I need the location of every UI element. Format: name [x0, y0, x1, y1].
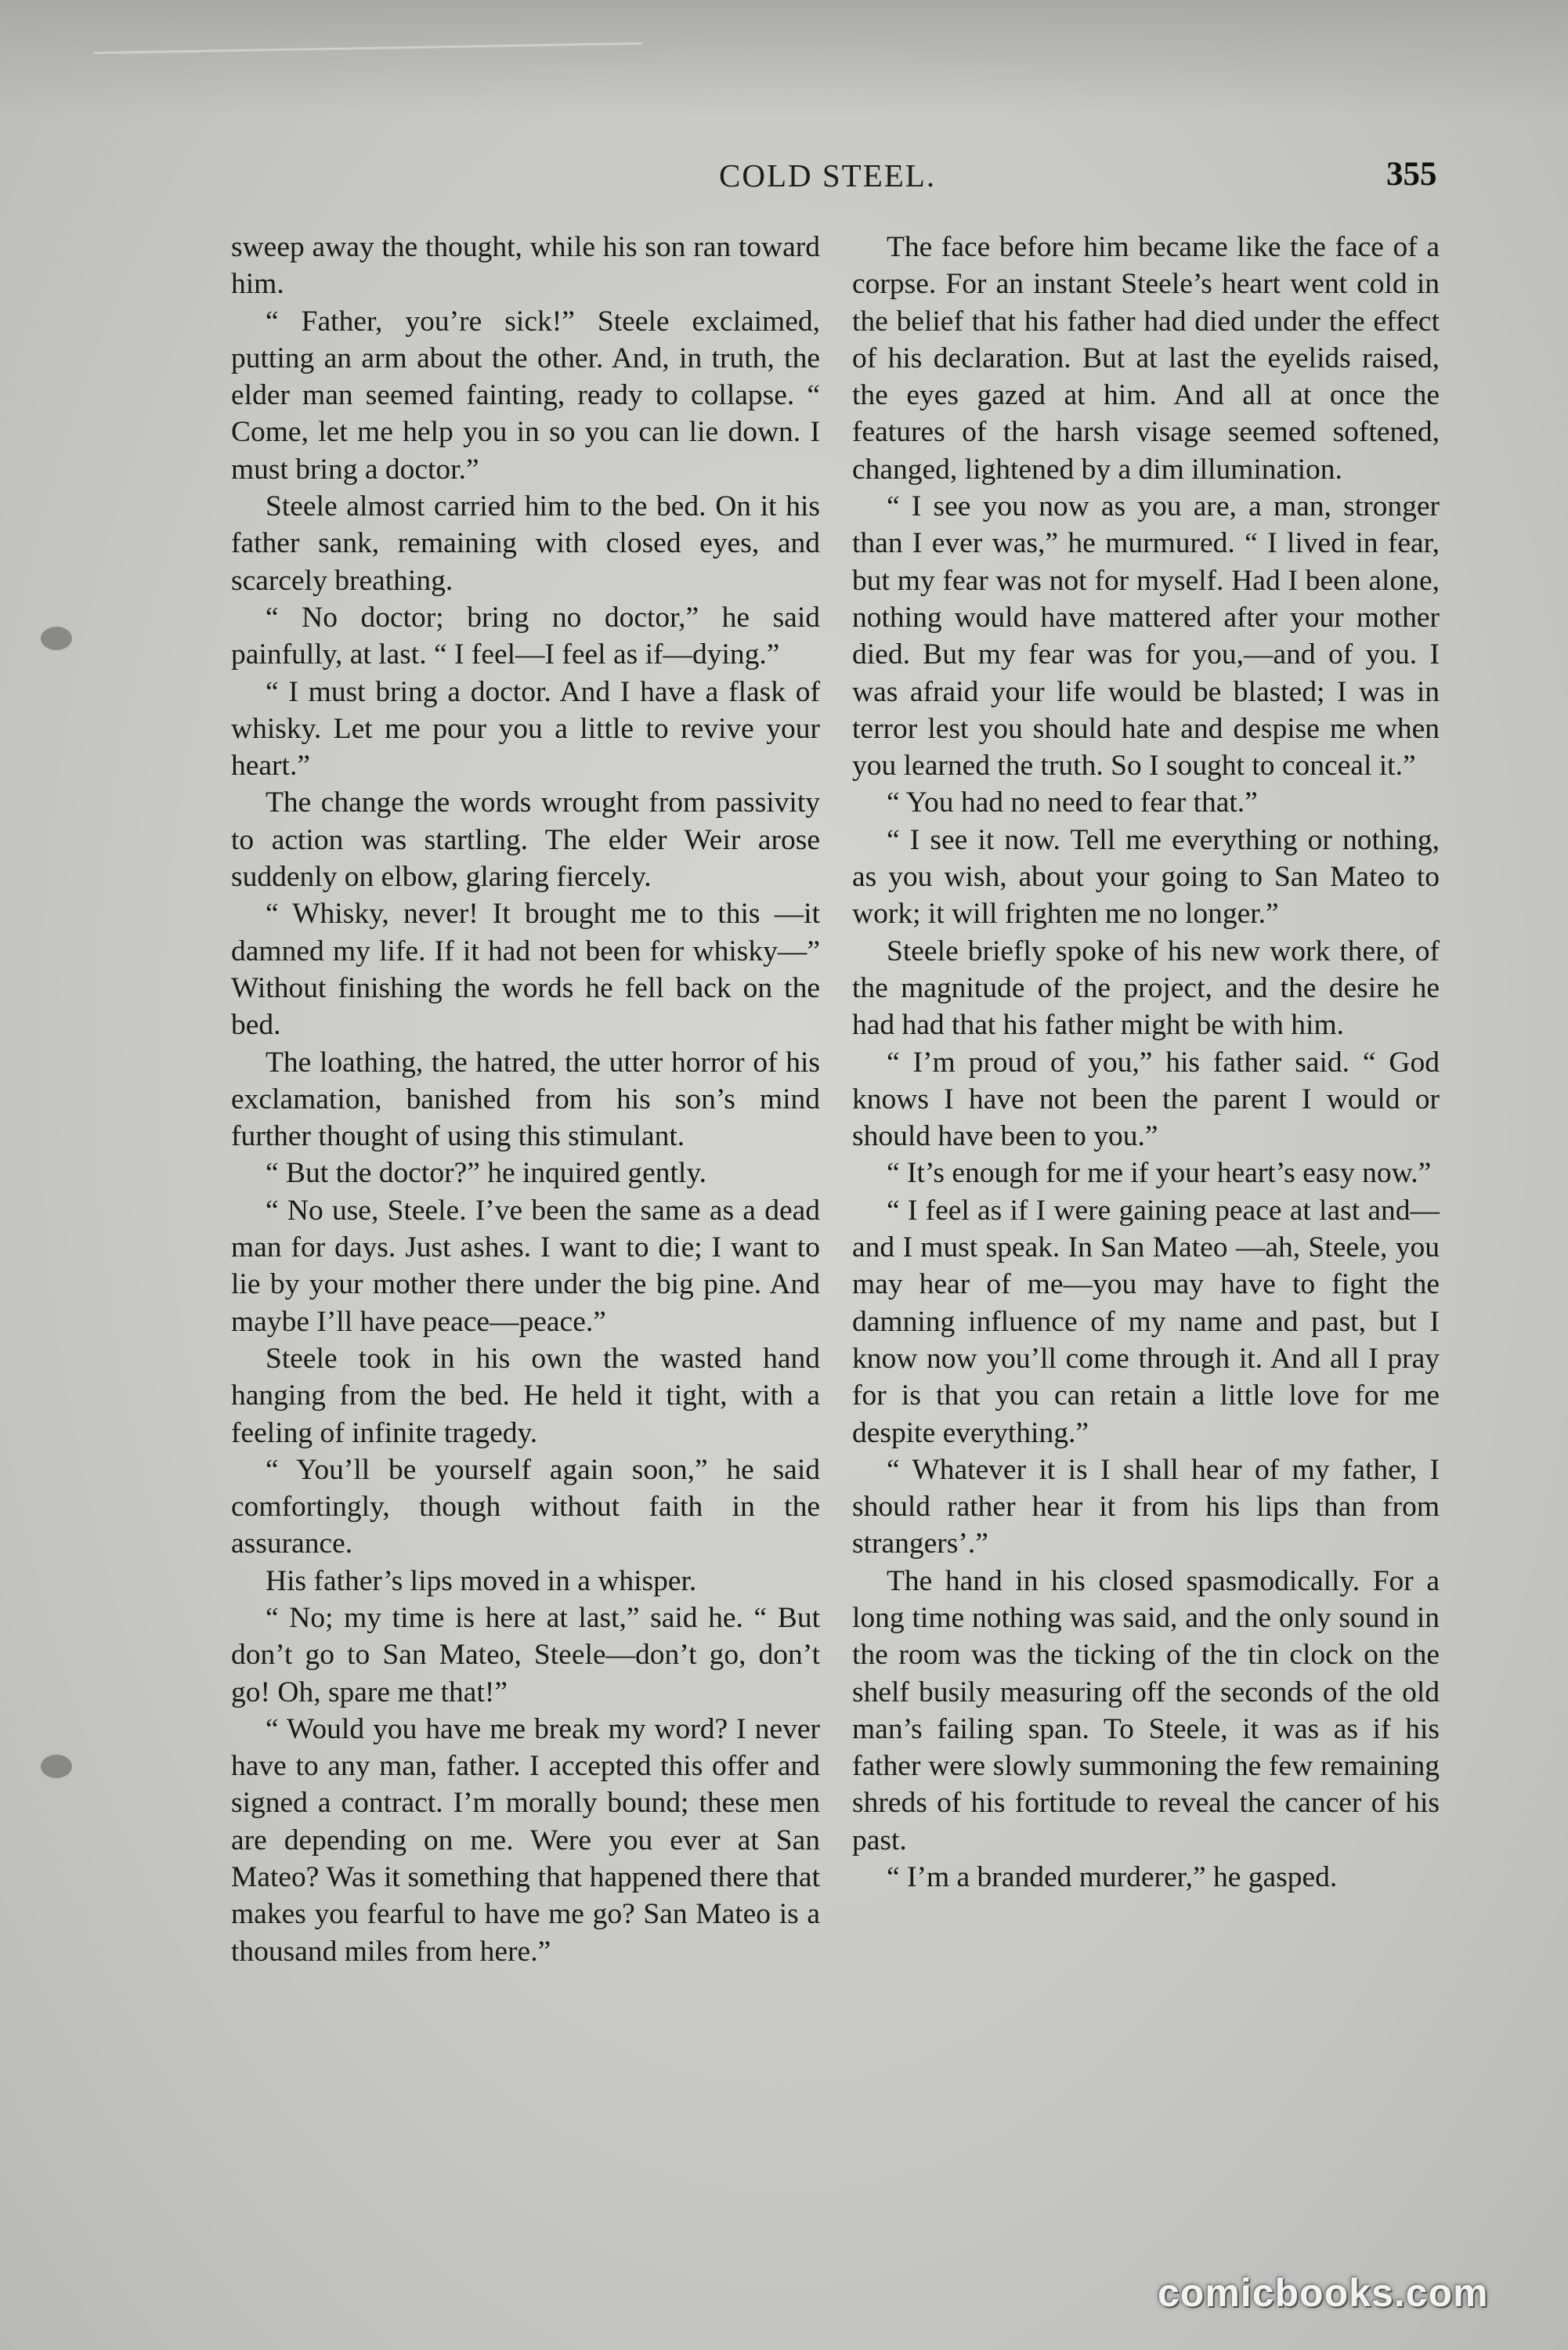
paragraph: “ Would you have me break my word? I never have to any man, father. I accepted this offer and signed a contract. I’m morally bound; these men are depending on me. Were you ever at San Mateo? Was it something that happened there that makes you fearful to have me go? San Mateo is a thousand miles from here.” [231, 1712, 820, 1968]
paragraph: “ No doctor; bring no doctor,” he said painfully, at last. “ I feel—I feel as if—dying.” [231, 601, 820, 671]
paragraph: Steele almost carried him to the bed. On it his father sank, remaining with closed eyes, and scarcely breathing. [231, 490, 820, 597]
page-header [0, 157, 1568, 204]
paragraph: “ I feel as if I were gaining peace at last and—and I must speak. In San Mateo —ah, Steele, you may hear of me—you may have to fight the damning influence of my name and past, but I know now you’ll come through it. And all I pray for is that you can retain a little love for me despite everything.” [852, 1194, 1440, 1449]
paragraph: The hand in his closed spasmodically. For a long time nothing was said, and the only sound in the room was the ticking of the tin clock on the shelf busily measuring off the seconds of the old man’s failing span. To Steele, it was as if his father were slowly summoning the few remaining shreds of his fortitude to reveal the cancer of his past. [852, 1564, 1440, 1856]
paragraph: sweep away the thought, while his son ran toward him. [231, 231, 820, 301]
paragraph: Steele briefly spoke of his new work there, of the magnitude of the project, and the desire he had had that his father might be with him. [852, 935, 1440, 1042]
staple-hole [41, 627, 72, 650]
paragraph: “ Whisky, never! It brought me to this —it damned my life. If it had not been for whisky—” Without finishing the words he fell back on the bed. [231, 898, 820, 1042]
paragraph: “ No; my time is here at last,” said he. “ But don’t go to San Mateo, Steele—don’t go, don’t go! Oh, spare me that!” [231, 1601, 820, 1708]
paragraph: The change the words wrought from passivity to action was startling. The elder Weir arose suddenly on elbow, glaring fiercely. [231, 786, 820, 894]
paragraph: The loathing, the hatred, the utter horror of his exclamation, banished from his son’s mind further thought of using this stimulant. [231, 1046, 820, 1153]
paragraph: The face before him became like the face of a corpse. For an instant Steele’s heart went cold in the belief that his father had died under the effect of his declaration. But at last the eyelids raised, the eyes gazed at him. And all at once the features of the harsh visage seemed softened, changed, lightened by a dim illumination. [852, 231, 1440, 486]
staple-hole [41, 1755, 72, 1778]
paragraph: “ Father, you’re sick!” Steele exclaimed, putting an arm about the other. And, in truth, the elder man seemed fainting, ready to collapse. “ Come, let me help you in so you can lie down. I must bring a doctor.” [231, 305, 820, 486]
running-title: COLD STEEL. [719, 157, 937, 193]
paragraph: “ You had no need to fear that.” [887, 786, 1258, 819]
site-watermark: comicbooks.com [1158, 2271, 1489, 2315]
paragraph: “ But the doctor?” he inquired gently. [266, 1157, 707, 1190]
paragraph: “ Whatever it is I shall hear of my father, I should rather hear it from his lips than from strangers’.” [852, 1453, 1440, 1560]
paragraph: “ I see you now as you are, a man, stronger than I ever was,” he murmured. “ I lived in fear, but my fear was not for myself. Had I been alone, nothing would have mattered after your mother died. But my fear was for you,—and of you. I was afraid your life would be blasted; I was in terror lest you should hate and despise me when you learned the truth. So I sought to conceal it.” [852, 490, 1440, 783]
paragraph: “ It’s enough for me if your heart’s easy now.” [887, 1157, 1432, 1190]
paragraph: “ I see it now. Tell me everything or nothing, as you wish, about your going to San Mateo to work; it will frighten me no longer.” [852, 823, 1440, 931]
paragraph: “ No use, Steele. I’ve been the same as a dead man for days. Just ashes. I want to die; I want to lie by your mother there under the big pine. And maybe I’ll have peace—peace.” [231, 1194, 820, 1338]
text-column-right [852, 229, 1440, 1896]
paragraph: “ I’m a branded murderer,” he gasped. [887, 1861, 1338, 1894]
paragraph: Steele took in his own the wasted hand hanging from the bed. He held it tight, with a feeling of infinite tragedy. [231, 1342, 820, 1449]
paragraph: “ I’m proud of you,” his father said. “ God knows I have not been the parent I would or should have been to you.” [852, 1046, 1440, 1153]
paragraph: “ I must bring a doctor. And I have a flask of whisky. Let me pour you a little to revive your heart.” [231, 675, 820, 783]
paper-crease [94, 42, 643, 85]
page-number: 355 [1386, 156, 1437, 193]
paragraph: His father’s lips moved in a whisper. [266, 1564, 697, 1597]
text-column-left [231, 229, 820, 1970]
paragraph: “ You’ll be yourself again soon,” he said comfortingly, though without faith in the assurance. [231, 1453, 820, 1560]
